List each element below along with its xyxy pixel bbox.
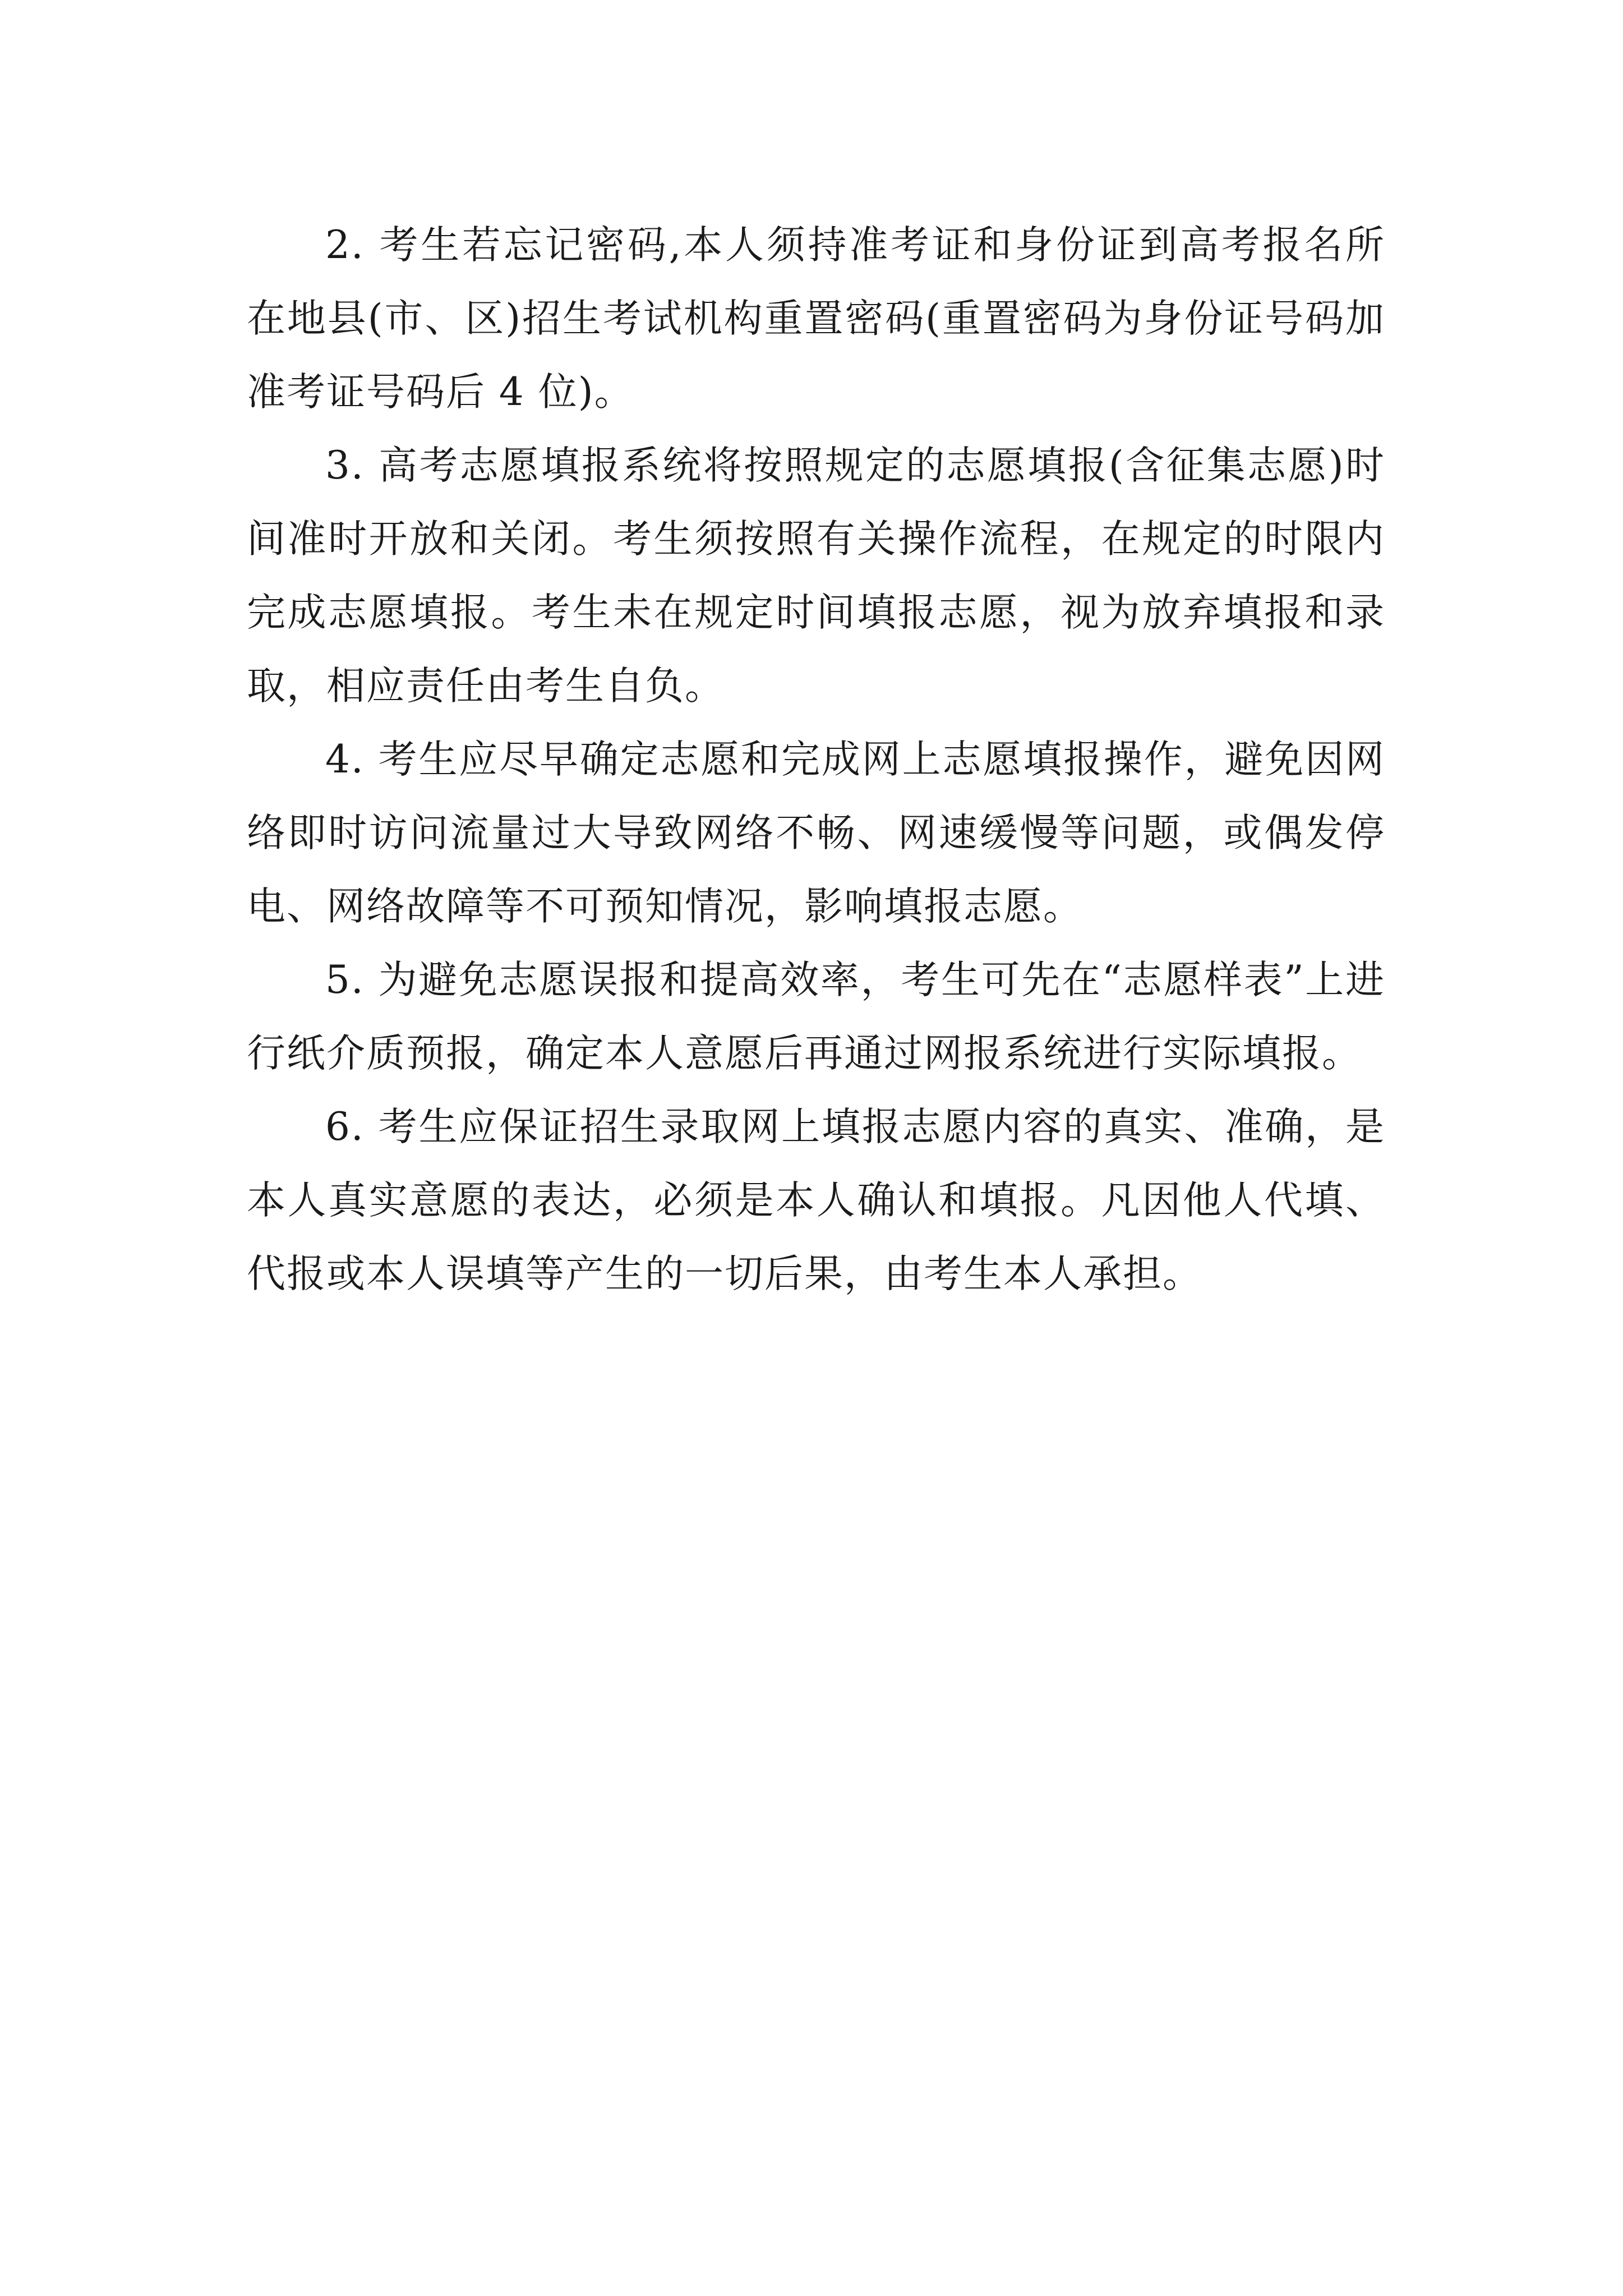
paragraph-item-5: 5. 为避免志愿误报和提高效率，考生可先在“志愿样表”上进行纸介质预报，确定本人意愿后再通过网报系统进行实际填报。	[247, 958, 1385, 1076]
paragraph-item-6: 6. 考生应保证招生录取网上填报志愿内容的真实、准确，是本人真实意愿的表达，必须是本人确认和填报。凡因他人代填、代报或本人误填等产生的一切后果，由考生本人承担。	[247, 1105, 1385, 1296]
paragraph-item-3: 3. 高考志愿填报系统将按照规定的志愿填报(含征集志愿)时间准时开放和关闭。考生须按照有关操作流程，在规定的时限内完成志愿填报。考生未在规定时间填报志愿，视为放弃填报和录取，相应责任由考生自负。	[247, 443, 1385, 708]
document-body	[247, 209, 1385, 1311]
paragraph-item-2: 2. 考生若忘记密码,本人须持准考证和身份证到高考报名所在地县(市、区)招生考试机构重置密码(重置密码为身份证号码加准考证号码后 4 位)。	[247, 223, 1385, 415]
paragraph-item-4: 4. 考生应尽早确定志愿和完成网上志愿填报操作，避免因网络即时访问流量过大导致网络不畅、网速缓慢等问题，或偶发停电、网络故障等不可预知情况，影响填报志愿。	[247, 737, 1385, 929]
